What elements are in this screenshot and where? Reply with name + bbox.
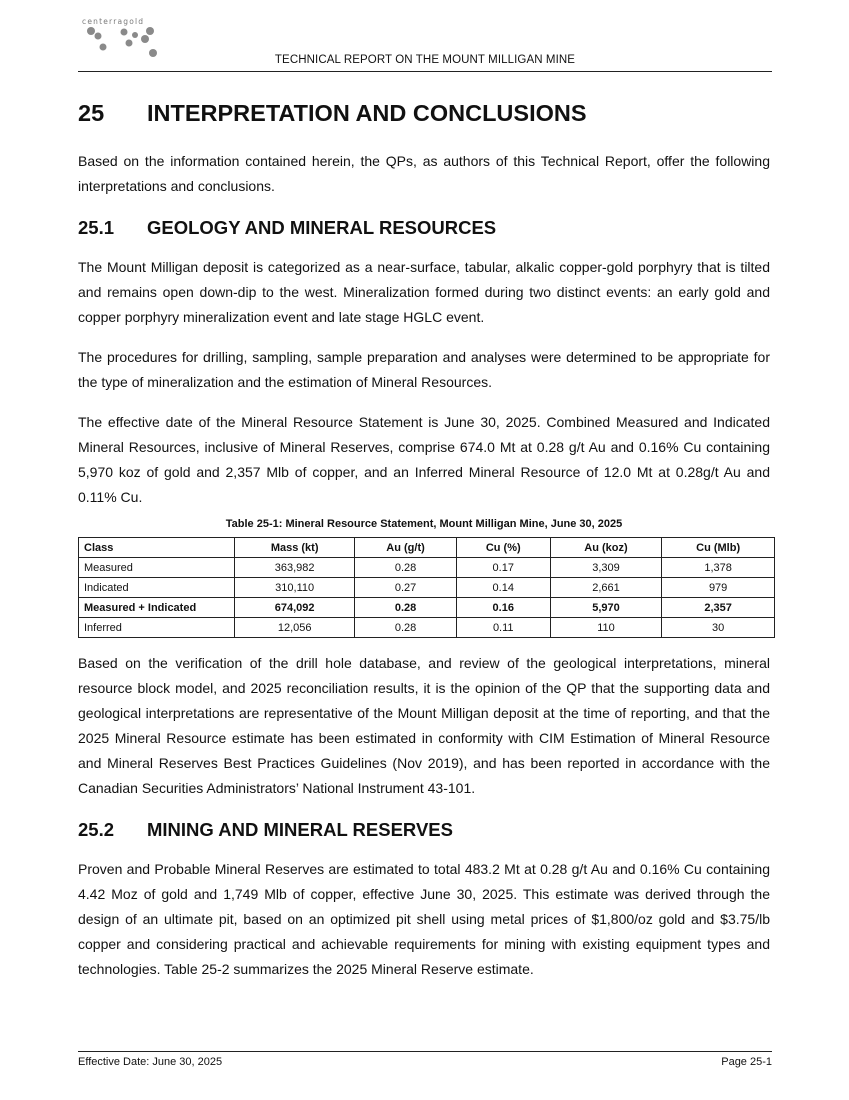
table-cell: 0.16 bbox=[456, 598, 550, 618]
table-header-row bbox=[79, 538, 775, 558]
table-cell: 0.28 bbox=[355, 598, 456, 618]
table-cell: 979 bbox=[662, 578, 775, 598]
page-number: Page 25-1 bbox=[721, 1056, 772, 1068]
paragraph: Based on the verification of the drill hole database, and review of the geological interpretations, mineral resource block model, and 2025 reconciliation results, it is the opinion of the QP that the supporting data and geological interpretations are representative of the Mount Milligan deposit at the time of reporting, and that the 2025 Mineral Resource estimate has been estimated in conformity with CIM Estimation of Mineral Resource and Mineral Reserves Best Practices Guidelines (Nov 2019), and has been reported in accordance with the Canadian Securities Administrators’ National Instrument 43-101. bbox=[78, 655, 770, 796]
table-cell: 0.14 bbox=[456, 578, 550, 598]
table-cell: 2,661 bbox=[550, 578, 662, 598]
page-content bbox=[78, 96, 770, 997]
column-header: Mass (kt) bbox=[235, 538, 355, 558]
table-cell: 0.17 bbox=[456, 558, 550, 578]
paragraph: The procedures for drilling, sampling, sample preparation and analyses were determined to be appropriate for the type of mineralization and the estimation of Mineral Resources. bbox=[78, 349, 770, 390]
section-title: INTERPRETATION AND CONCLUSIONS bbox=[147, 100, 587, 126]
paragraph: The effective date of the Mineral Resource Statement is June 30, 2025. Combined Measured and Indicated Mineral Resources, inclusive of Mineral Reserves, comprise 674.0 Mt at 0.28 g/t Au and 0.16% Cu containing 5,970 koz of gold and 2,357 Mlb of copper, and an Inferred Mineral Resource of 12.0 Mt at 0.28g/t Au and 0.11% Cu. bbox=[78, 414, 770, 505]
intro-paragraph: Based on the information contained herein, the QPs, as authors of this Technical Report, offer the following interpretations and conclusions. bbox=[78, 153, 770, 194]
table-cell: 0.27 bbox=[355, 578, 456, 598]
subsection-title: MINING AND MINERAL RESERVES bbox=[147, 819, 453, 840]
table-cell: 674,092 bbox=[235, 598, 355, 618]
column-header: Cu (%) bbox=[456, 538, 550, 558]
effective-date: Effective Date: June 30, 2025 bbox=[78, 1056, 223, 1068]
page-footer bbox=[78, 1051, 772, 1068]
page-header bbox=[78, 14, 772, 72]
table-row bbox=[79, 558, 775, 578]
paragraph: The Mount Milligan deposit is categorized as a near-surface, tabular, alkalic copper-gold porphyry that is tilted and remains open down-dip to the west. Mineralization formed during two distinct events: an early gold and copper porphyry mineralization event and late stage HGLC event. bbox=[78, 259, 770, 325]
subsection-heading-geology bbox=[78, 214, 770, 242]
table-cell: Indicated bbox=[79, 578, 235, 598]
subsection-number: 25.2 bbox=[78, 819, 115, 840]
resource-table bbox=[78, 537, 775, 638]
table-cell: 0.11 bbox=[456, 618, 550, 638]
table-cell: 12,056 bbox=[235, 618, 355, 638]
table-cell: 1,378 bbox=[662, 558, 775, 578]
column-header: Cu (Mlb) bbox=[662, 538, 775, 558]
table-cell: 110 bbox=[550, 618, 662, 638]
table-cell: 0.28 bbox=[355, 558, 456, 578]
table-cell: 2,357 bbox=[662, 598, 775, 618]
section-heading bbox=[78, 96, 770, 130]
section-number: 25 bbox=[78, 100, 105, 126]
subsection-number: 25.1 bbox=[78, 217, 115, 238]
company-logo-text: centerragold bbox=[82, 17, 145, 26]
column-header: Au (g/t) bbox=[355, 538, 456, 558]
table-cell: 3,309 bbox=[550, 558, 662, 578]
table-cell: 310,110 bbox=[235, 578, 355, 598]
table-row bbox=[79, 578, 775, 598]
table-cell: 0.28 bbox=[355, 618, 456, 638]
subsection-title: GEOLOGY AND MINERAL RESOURCES bbox=[147, 217, 497, 238]
table-cell: 30 bbox=[662, 618, 775, 638]
report-title: TECHNICAL REPORT ON THE MOUNT MILLIGAN MINE bbox=[274, 54, 576, 66]
paragraph: Proven and Probable Mineral Reserves are estimated to total 483.2 Mt at 0.28 g/t Au and 0.16% Cu containing 4.42 Moz of gold and 1,749 Mlb of copper, effective June 30, 2025. This estimate was derived through the design of an ultimate pit, based on an optimized pit shell using metal prices of $1,800/oz gold and $3.75/lb copper and considering practical and achievable requirements for mining with existing equipment types and technologies. Table 25-2 summarizes the 2025 Mineral Reserve estimate. bbox=[78, 861, 770, 977]
column-header: Class bbox=[79, 538, 235, 558]
subsection-heading-mining bbox=[78, 816, 770, 844]
table-cell: Measured + Indicated bbox=[79, 598, 235, 618]
column-header: Au (koz) bbox=[550, 538, 662, 558]
table-row-total bbox=[79, 598, 775, 618]
table-cell: 5,970 bbox=[550, 598, 662, 618]
table-row bbox=[79, 618, 775, 638]
table-caption: Table 25-1: Mineral Resource Statement, Mount Milligan Mine, June 30, 2025 bbox=[225, 518, 623, 530]
table-cell: Measured bbox=[79, 558, 235, 578]
table-cell: 363,982 bbox=[235, 558, 355, 578]
table-cell: Inferred bbox=[79, 618, 235, 638]
